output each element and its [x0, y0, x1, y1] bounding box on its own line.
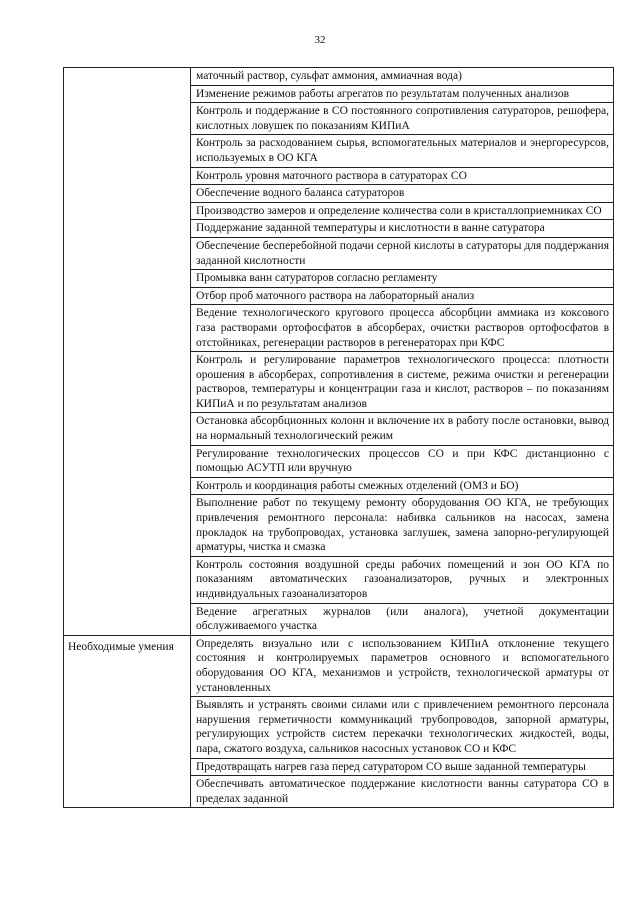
table-row — [64, 635, 614, 808]
list-item: Ведение агрегатных журналов (или аналога), учетной документации обслуживаемого участка — [196, 605, 609, 633]
table-row — [64, 68, 614, 636]
list-item: маточный раствор, сульфат аммония, аммиачная вода) — [191, 68, 613, 86]
list-item: Изменение режимов работы агрегатов по результатам полученных анализов — [191, 86, 613, 104]
list-item: Поддержание заданной температуры и кислотности в ванне сатуратора — [191, 220, 613, 238]
row-label-required-skills: Необходимые умения — [64, 635, 191, 808]
list-item: Обеспечение бесперебойной подачи серной кислоты в сатураторы для поддержания заданной кислотности — [191, 238, 613, 270]
row-label-labor-actions — [64, 68, 191, 636]
list-item: Регулирование технологических процессов СО и при КФС дистанционно с помощью АСУТП или вручную — [191, 446, 613, 478]
list-item: Выявлять и устранять своими силами или с привлечением ремонтного персонала нарушения герметичности коммуникаций трубопроводов, запорной арматуры, регулирующих устройств систем перекачки технологических жидкостей, воды, пара, сжатого воздуха, сальников насосных установок СО и КФС — [191, 697, 613, 758]
page-number: 32 — [314, 34, 326, 46]
list-item: Обеспечивать автоматическое поддержание кислотности ванны сатуратора СО в пределах заданной — [196, 778, 609, 805]
list-item: Отбор проб маточного раствора на лабораторный анализ — [191, 288, 613, 306]
list-item: Контроль состояния воздушной среды рабочих помещений и зон ОО КГА по показаниям автоматических газоанализаторов, ручных и электронных индивидуальных газоанализаторов — [191, 557, 613, 604]
list-item: Производство замеров и определение количества соли в кристаллоприемниках СО — [191, 203, 613, 221]
list-item: Контроль и координация работы смежных отделений (ОМЗ и БО) — [191, 478, 613, 496]
list-item: Определять визуально или с использованием КИПиА отклонение текущего состояния и контролируемых параметров основного и вспомогательного оборудования ОО КГА, механизмов и устройств, технологической арматуры от установленных — [191, 636, 613, 697]
list-item: Промывка ванн сатураторов согласно регламенту — [191, 270, 613, 288]
row-content-required-skills — [191, 635, 614, 808]
list-item: Контроль и регулирование параметров технологического процесса: плотности орошения в абсорберах, сопротивления в системе, режима очистки и регенерации растворов, температуры и концентрации газа и кислот, растворов – по показаниям КИПиА и по результатам анализов — [191, 352, 613, 413]
list-item: Остановка абсорбционных колонн и включение их в работу после остановки, вывод на нормальный технологический режим — [191, 413, 613, 445]
list-item: Контроль и поддержание в СО постоянного сопротивления сатураторов, решофера, кислотных ловушек по показаниям КИПиА — [191, 103, 613, 135]
competency-table — [63, 67, 614, 808]
list-item: Контроль за расходованием сырья, вспомогательных материалов и энергоресурсов, используемых в ОО КГА — [191, 135, 613, 167]
list-item: Выполнение работ по текущему ремонту оборудования ОО КГА, не требующих привлечения ремонтного персонала: набивка сальников на насосах, замена прокладок на трубопроводах, установка заглушек, замена запорно-регулирующей арматуры, чистка и смазка — [191, 495, 613, 556]
row-content-labor-actions — [191, 68, 614, 636]
list-item: Предотвращать нагрев газа перед сатуратором СО выше заданной температуры — [191, 759, 613, 777]
list-item: Обеспечение водного баланса сатураторов — [191, 185, 613, 203]
list-item: Контроль уровня маточного раствора в сатураторах СО — [191, 168, 613, 186]
list-item: Ведение технологического кругового процесса абсорбции аммиака из коксового газа растворами ортофосфатов в абсорберах, очистки растворов ортофосфатов в отстойниках, регенерации растворов в регенераторах при КФС — [191, 305, 613, 352]
